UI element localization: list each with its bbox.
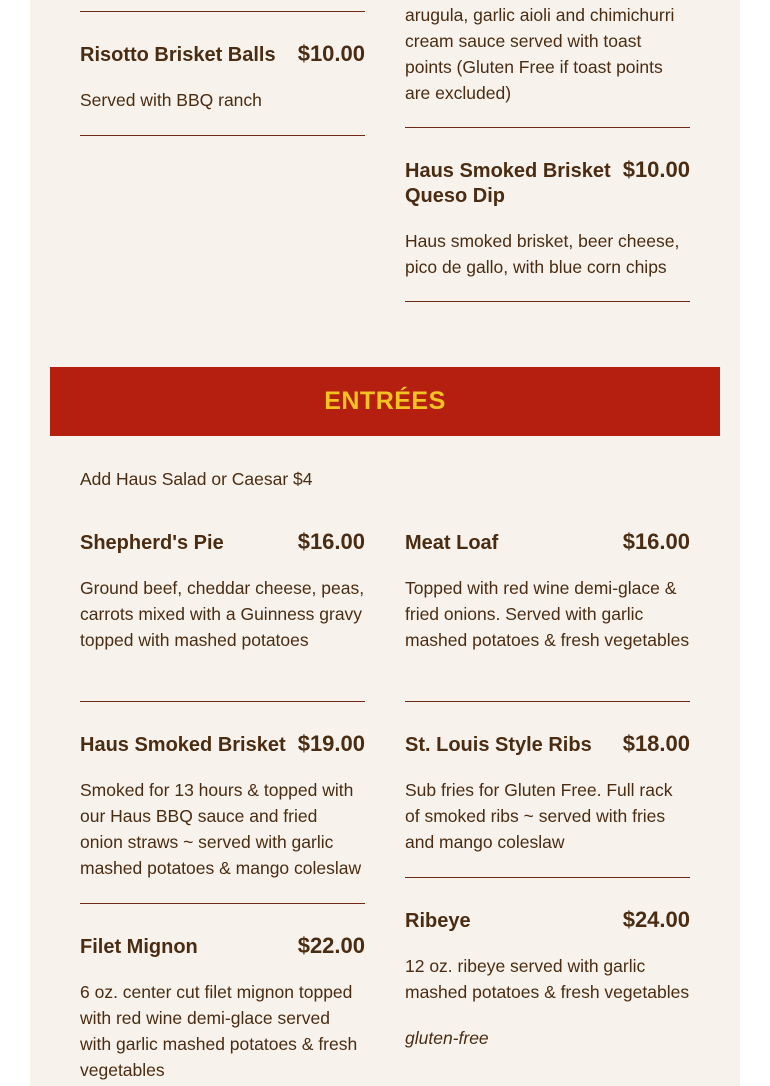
menu-item xyxy=(80,43,365,113)
item-description: Ground beef, cheddar cheese, peas, carrots mixed with a Guinness gravy topped with mashed potatoes xyxy=(80,578,365,650)
entrees-left-column xyxy=(80,733,365,881)
divider xyxy=(80,135,365,136)
entrees-left-column xyxy=(80,531,365,653)
divider xyxy=(80,903,365,904)
item-name: Meat Loaf xyxy=(405,532,499,554)
item-name: Ribeye xyxy=(405,910,471,932)
dietary-note: gluten-free xyxy=(405,1028,489,1048)
section-note: Add Haus Salad or Caesar $4 xyxy=(80,469,313,489)
appetizers-right-column-items xyxy=(405,159,690,280)
item-description: Sub fries for Gluten Free. Full rack of smoked ribs ~ served with fries and mango coleslaw xyxy=(405,780,673,852)
item-name: Shepherd's Pie xyxy=(80,532,224,554)
item-name: Haus Smoked Brisket xyxy=(80,734,286,756)
menu-item xyxy=(405,159,690,280)
item-description: Served with BBQ ranch xyxy=(80,90,262,110)
item-price: $19.00 xyxy=(297,731,365,756)
menu-item xyxy=(405,531,690,653)
item-price: $16.00 xyxy=(622,529,690,554)
menu-item xyxy=(80,531,365,653)
menu-item xyxy=(405,733,690,855)
item-description: Haus smoked brisket, beer cheese, pico de gallo, with blue corn chips xyxy=(405,231,680,277)
item-description-continued: arugula, garlic aioli and chimichurri cream sauce served with toast points (Gluten Free if toast points are excluded) xyxy=(405,5,675,103)
item-price: $24.00 xyxy=(622,907,690,932)
item-name: St. Louis Style Ribs xyxy=(405,734,592,756)
item-price: $10.00 xyxy=(297,41,365,66)
item-price: $18.00 xyxy=(622,731,690,756)
item-price: $10.00 xyxy=(622,157,690,182)
divider xyxy=(80,11,365,12)
divider xyxy=(405,701,690,702)
item-price: $16.00 xyxy=(297,529,365,554)
divider xyxy=(405,301,690,302)
item-price: $22.00 xyxy=(297,933,365,958)
item-name: Risotto Brisket Balls xyxy=(80,44,276,66)
menu-item xyxy=(405,909,690,1051)
section-header-entrees xyxy=(50,367,720,436)
divider xyxy=(80,701,365,702)
menu-item xyxy=(80,935,365,1083)
divider xyxy=(405,877,690,878)
item-description: Smoked for 13 hours & topped with our Haus BBQ sauce and fried onion straws ~ served with garlic mashed potatoes & mango coleslaw xyxy=(80,780,362,878)
entrees-right-column xyxy=(405,733,690,855)
menu-panel xyxy=(30,0,740,1086)
entrees-right-column xyxy=(405,909,690,1051)
item-description: 12 oz. ribeye served with garlic mashed potatoes & fresh vegetables xyxy=(405,956,690,1002)
entrees-right-column xyxy=(405,531,690,653)
appetizers-right-column xyxy=(405,2,690,106)
entrees-left-column xyxy=(80,935,365,1083)
item-name: Haus Smoked Brisket Queso Dip xyxy=(405,160,611,207)
item-description: Topped with red wine demi-glace & fried onions. Served with garlic mashed potatoes & fresh vegetables xyxy=(405,578,690,650)
item-name: Filet Mignon xyxy=(80,936,198,958)
divider xyxy=(405,127,690,128)
item-description: 6 oz. center cut filet mignon topped with red wine demi-glace served with garlic mashed potatoes & fresh vegetables xyxy=(80,982,358,1080)
section-title: ENTRÉES xyxy=(324,387,446,415)
appetizers-left-column xyxy=(80,43,365,113)
menu-item xyxy=(80,733,365,881)
